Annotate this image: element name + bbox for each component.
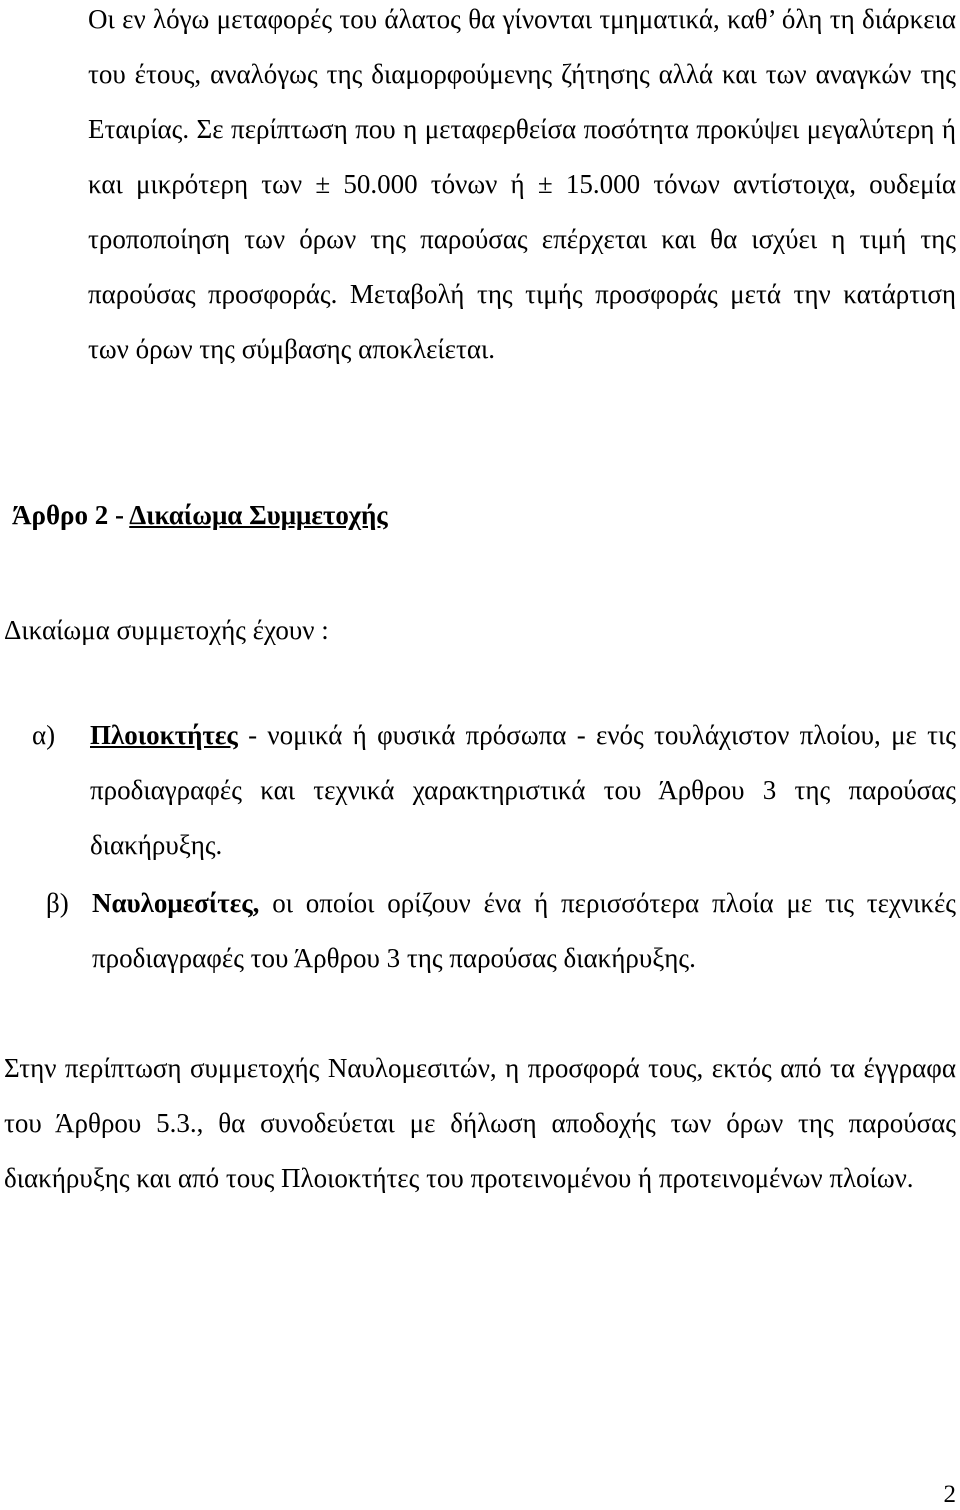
list-item-term: Ναυλομεσίτες, [92,888,260,918]
list-item-term: Πλοιοκτήτες [90,720,238,750]
list-item-shipowners [0,708,960,873]
list-marker: β) [46,888,69,918]
list-item-body [92,876,956,986]
article-heading [12,488,388,543]
participation-intro: Δικαίωμα συμμετοχής έχουν : [4,615,329,645]
article-number: Άρθρο 2 - [12,500,130,530]
list-item-brokers [0,876,960,986]
paragraph-shipments: Οι εν λόγω μεταφορές του άλατος θα γίνονται τμηματικά, καθ’ όλη τη διάρκεια του έτους, αναλόγως της διαμορφούμενης ζήτησης αλλά και των αναγκών της Εταιρίας. Σε περίπτωση που η μεταφερθείσα ποσότητα προκύψει μεγαλύτερη ή και μικρότερη των ± 50.000 τόνων ή ± 15.000 τόνων αντίστοιχα, ουδεμία τροποποίηση των όρων της παρούσας επέρχεται και θα ισχύει η τιμή της παρούσας προσφοράς. Μεταβολή της τιμής προσφοράς μετά την κατάρτιση των όρων της σύμβασης αποκλείεται. [88,4,956,364]
page-number: 2 [943,1481,956,1508]
article-title: Δικαίωμα Συμμετοχής [129,500,388,530]
paragraph-brokers-offer: Στην περίπτωση συμμετοχής Ναυλομεσιτών, η προσφορά τους, εκτός από τα έγγραφα του Άρθρου 5.3., θα συνοδεύεται με δήλωση αποδοχής των όρων της παρούσας διακήρυξης και από τους Πλοιοκτήτες του προτεινομένου ή προτεινομένων πλοίων. [4,1053,956,1193]
list-item-body [90,708,956,873]
list-marker: α) [32,720,56,750]
list-item-text: οι οποίοι ορίζουν ένα ή περισσότερα πλοία με τις τεχνικές προδιαγραφές του Άρθρου 3 της παρούσας διακήρυξης. [92,888,956,973]
list-item-text: - νομικά ή φυσικά πρόσωπα - ενός τουλάχιστον πλοίου, με τις προδιαγραφές και τεχνικά χαρακτηριστικά του Άρθρου 3 της παρούσας διακήρυξης. [90,720,956,860]
